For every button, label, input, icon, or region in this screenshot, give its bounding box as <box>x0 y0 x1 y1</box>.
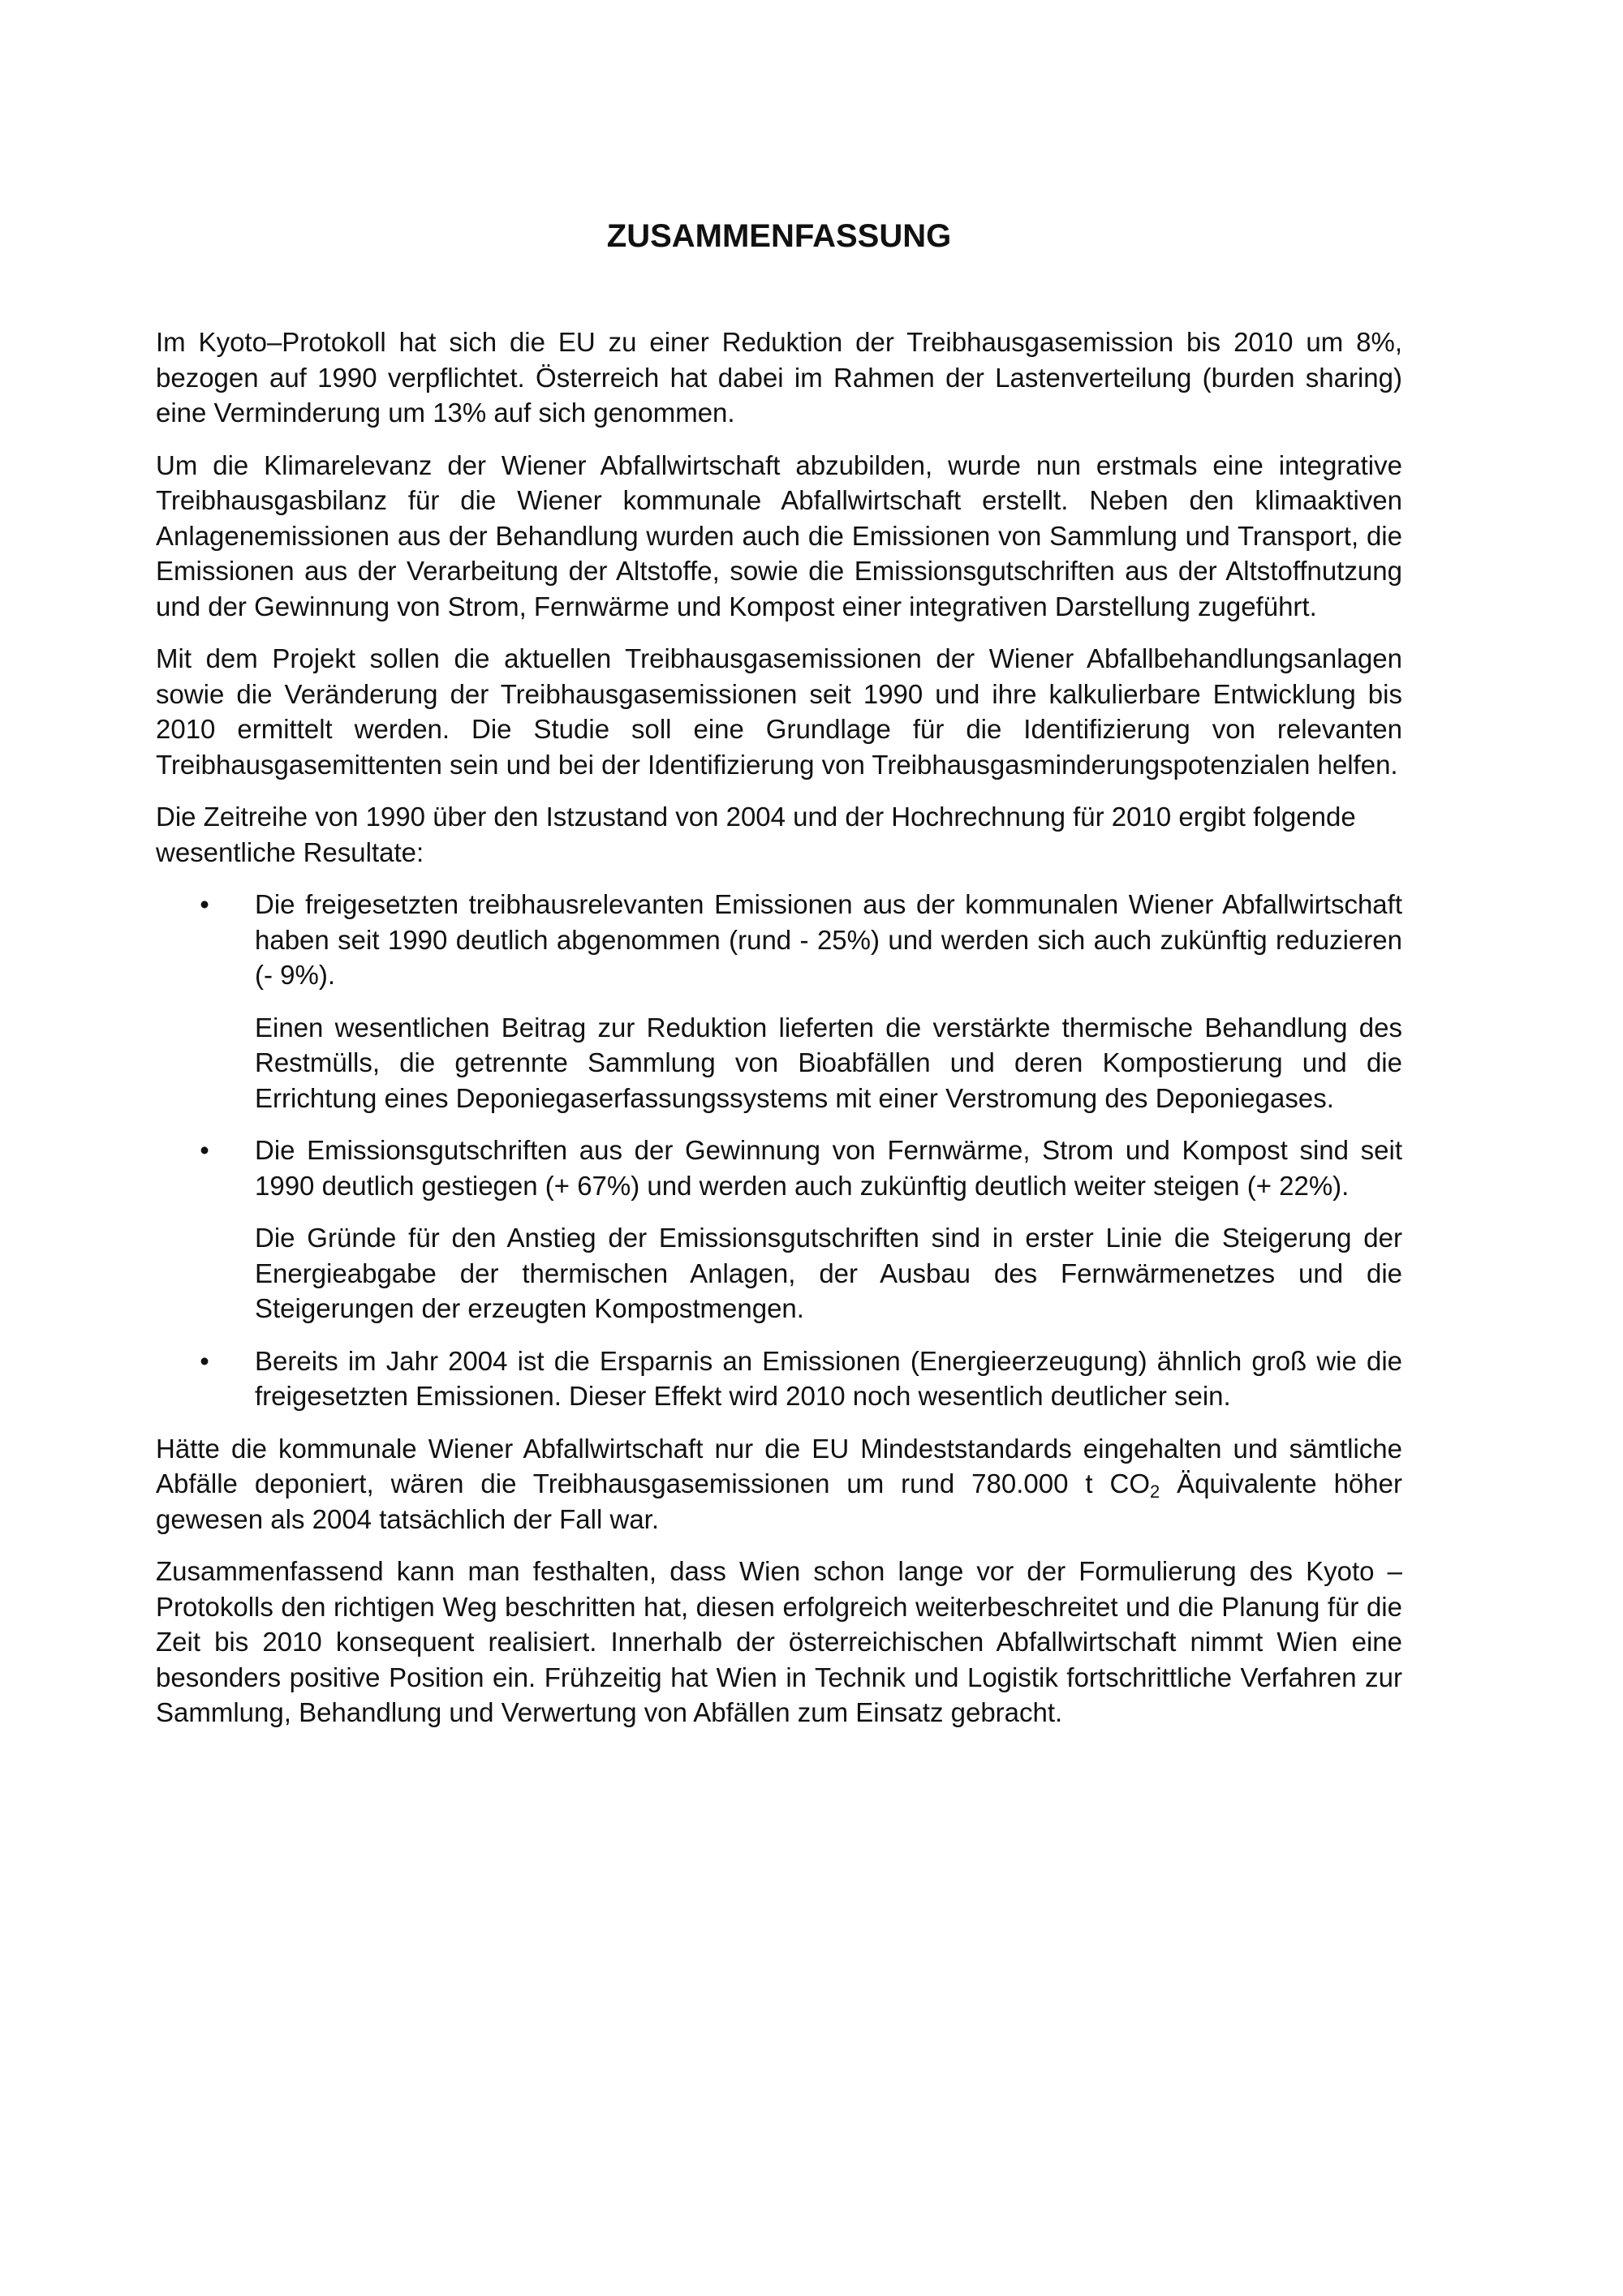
result-detail-text: Die Gründe für den Anstieg der Emissionsgutschriften sind in erster Linie die Steigerung der Energieabgabe der thermischen Anlagen, der Ausbau des Fernwärmenetzes und die Steigerungen der erzeugten Kompostmengen. <box>255 1223 1402 1323</box>
paragraph-time-series: Die Zeitreihe von 1990 über den Istzustand von 2004 und der Hochrechnung für 2010 ergibt folgende wesentliche Resultate: <box>156 802 1356 867</box>
co2-subscript: 2 <box>1149 1481 1160 1502</box>
paragraph-project-goals: Mit dem Projekt sollen die aktuellen Treibhausgasemissionen der Wiener Abfallbehandlungsanlagen sowie die Veränderung der Treibhausgasemissionen seit 1990 und ihre kalkulierbare Entwicklung bis 2010 ermittelt werden. Die Studie soll eine Grundlage für die Identifizierung von relevanten Treibhausgasemittenten sein und bei der Identifizierung von Treibhausgasminderungspotenzialen helfen. <box>156 643 1402 780</box>
result-main-text: Die freigesetzten treibhausrelevanten Emissionen aus der kommunalen Wiener Abfallwirtschaft haben seit 1990 deutlich abgenommen (rund - 25%) und werden sich auch zukünftig reduzieren (- 9%). <box>255 889 1402 990</box>
list-item <box>156 887 1402 1116</box>
eu-standards-text-start: Hätte die kommunale Wiener Abfallwirtschaft nur die EU Mindeststandards eingehalten und sämtliche Abfälle deponiert, wären die Treibhausgasemissionen um rund 780.000 t CO <box>156 1433 1402 1498</box>
eu-standards-text-end: Äquivalente höher gewesen als 2004 tatsächlich der Fall war. <box>156 1468 1402 1534</box>
bullet-icon: • <box>200 889 209 919</box>
paragraph-kyoto: Im Kyoto–Protokoll hat sich die EU zu einer Reduktion der Treibhausgasemission bis 2010 um 8%, bezogen auf 1990 verpflichtet. Österreich hat dabei im Rahmen der Lastenverteilung (burden sharing) eine Verminderung um 13% auf sich genommen. <box>156 327 1402 428</box>
summary-body <box>156 325 1402 1748</box>
paragraph-eu-standards <box>156 1431 1402 1537</box>
paragraph-climate-relevance: Um die Klimarelevanz der Wiener Abfallwirtschaft abzubilden, wurde nun erstmals eine integrative Treibhausgasbilanz für die Wiener kommunale Abfallwirtschaft erstellt. Neben den klimaaktiven Anlagenemissionen aus der Behandlung wurden auch die Emissionen von Sammlung und Transport, die Emissionen aus der Verarbeitung der Altstoffe, sowie die Emissionsgutschriften aus der Altstoffnutzung und der Gewinnung von Strom, Fernwärme und Kompost einer integrativen Darstellung zugeführt. <box>156 449 1402 621</box>
paragraph-conclusion: Zusammenfassend kann man festhalten, dass Wien schon lange vor der Formulierung des Kyoto – Protokolls den richtigen Weg beschritten hat, diesen erfolgreich weiterbeschreitet und die Planung für die Zeit bis 2010 konsequent realisiert. Innerhalb der österreichischen Abfallwirtschaft nimmt Wien eine besonders positive Position ein. Frühzeitig hat Wien in Technik und Logistik fortschrittliche Verfahren zur Sammlung, Behandlung und Verwertung von Abfällen zum Einsatz gebracht. <box>156 1556 1402 1727</box>
result-main-text: Bereits im Jahr 2004 ist die Ersparnis an Emissionen (Energieerzeugung) ähnlich groß wie die freigesetzten Emissionen. Dieser Effekt wird 2010 noch wesentlich deutlicher sein. <box>255 1345 1402 1411</box>
bullet-icon: • <box>200 1135 209 1165</box>
results-list <box>156 887 1402 1414</box>
result-main-text: Die Emissionsgutschriften aus der Gewinnung von Fernwärme, Strom und Kompost sind seit 1990 deutlich gestiegen (+ 67%) und werden auch zukünftig deutlich weiter steigen (+ 22%). <box>255 1135 1402 1201</box>
bullet-icon: • <box>200 1345 209 1376</box>
page-title: ZUSAMMENFASSUNG <box>606 218 952 254</box>
list-item <box>156 1344 1402 1414</box>
result-detail-text: Einen wesentlichen Beitrag zur Reduktion lieferten die verstärkte thermische Behandlung des Restmülls, die getrennte Sammlung von Bioabfällen und deren Kompostierung und die Errichtung eines Deponiegaserfassungssystems mit einer Verstromung des Deponiegases. <box>255 1012 1402 1113</box>
list-item <box>156 1133 1402 1326</box>
